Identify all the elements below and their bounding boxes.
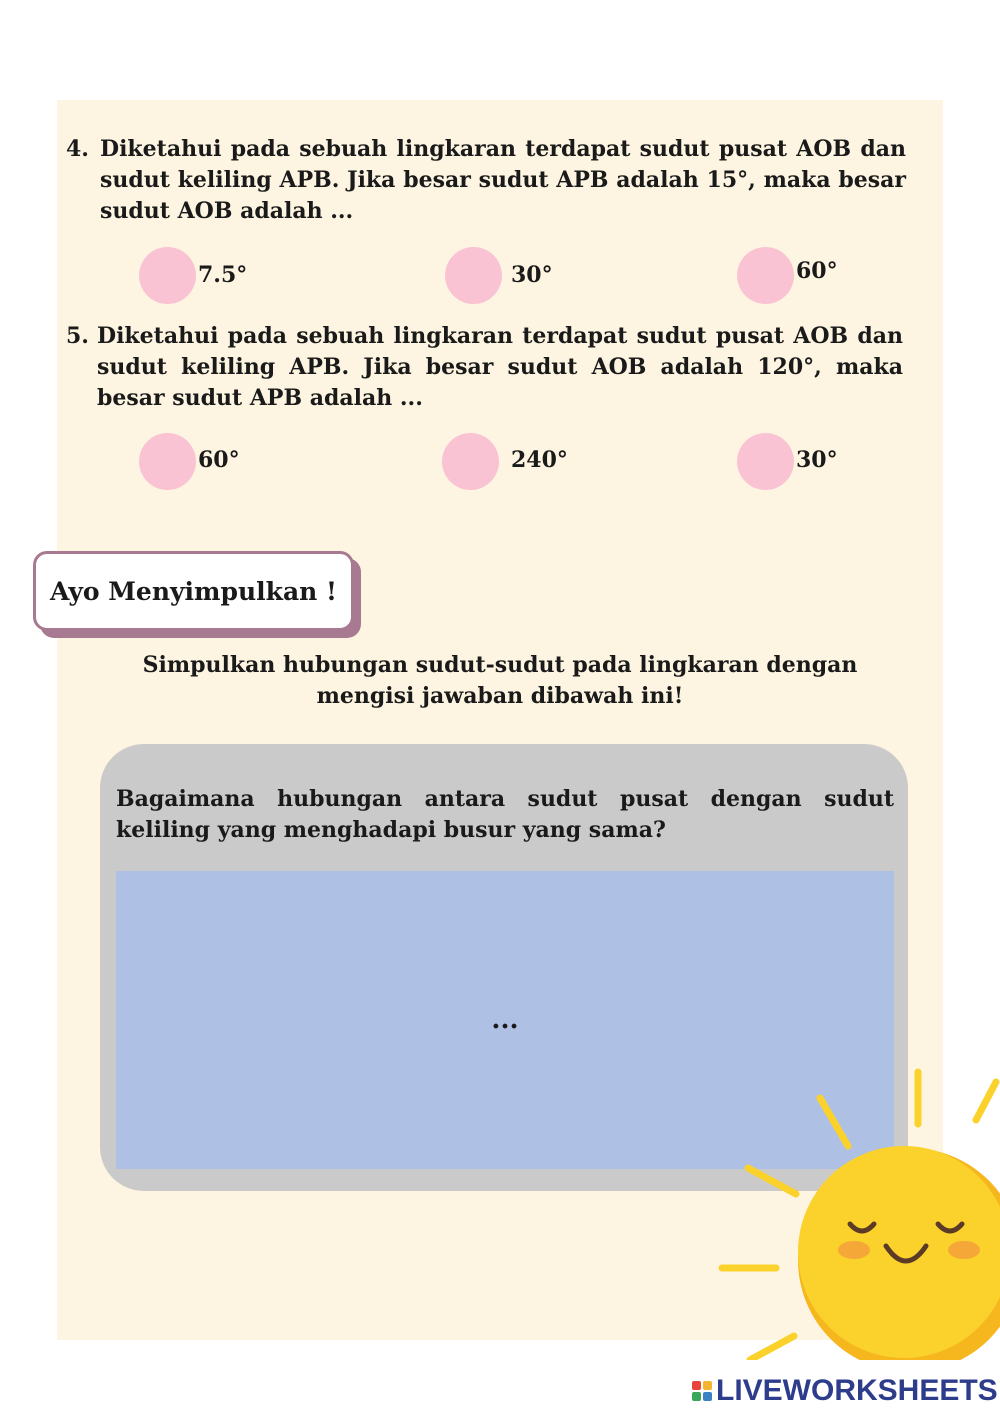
question-5-option-a-radio[interactable]: [139, 433, 196, 490]
conclusion-question: Bagaimana hubungan antara sudut pusat dengan sudut keliling yang menghadapi busur yang sama?: [116, 786, 894, 843]
question-5-option-a-label: 60°: [198, 447, 240, 473]
section-title-badge: [33, 551, 354, 631]
answer-placeholder: ...: [491, 1005, 519, 1035]
question-5-option-b-label: 240°: [511, 447, 568, 473]
question-4-text: Diketahui pada sebuah lingkaran terdapat sudut pusat AOB dan sudut keliling APB. Jika besar sudut APB adalah 15°, maka besar sudut AOB adalah ...: [100, 136, 906, 224]
question-4-option-a-radio[interactable]: [139, 247, 196, 304]
question-4-number: 4.: [66, 136, 89, 162]
question-4-option-c-label: 60°: [796, 258, 838, 284]
question-4-option-b-label: 30°: [511, 262, 553, 288]
section-instruction: Simpulkan hubungan sudut-sudut pada lingkaran dengan mengisi jawaban dibawah ini!: [142, 652, 858, 709]
question-5-option-b-radio[interactable]: [442, 433, 499, 490]
section-title: Ayo Menyimpulkan !: [49, 576, 338, 606]
logo-text: LIVEWORKSHEETS: [716, 1374, 998, 1407]
logo-mark-icon: [692, 1381, 712, 1401]
question-4-option-c-radio[interactable]: [737, 247, 794, 304]
question-5-text: Diketahui pada sebuah lingkaran terdapat sudut pusat AOB dan sudut keliling APB. Jika besar sudut AOB adalah 120°, maka besar sudut APB adalah ...: [97, 323, 903, 411]
question-4-option-b-radio[interactable]: [445, 247, 502, 304]
sun-icon: [700, 1060, 1000, 1360]
question-5-option-c-label: 30°: [796, 447, 838, 473]
question-4-option-a-label: 7.5°: [198, 262, 248, 288]
question-5-option-c-radio[interactable]: [737, 433, 794, 490]
liveworksheets-logo: [692, 1374, 998, 1408]
question-5-number: 5.: [66, 323, 89, 349]
